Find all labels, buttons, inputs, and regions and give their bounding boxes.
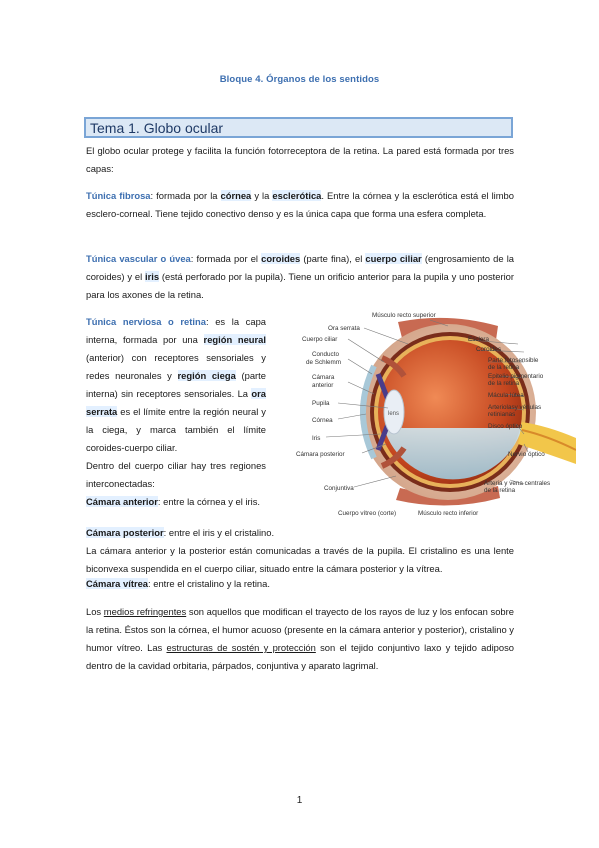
label-pupila: Pupila xyxy=(312,400,330,407)
camara-anterior-line xyxy=(86,493,266,511)
label-epitelio-pigmentario: Epitelio pigmentario xyxy=(488,373,544,380)
topic-title-box xyxy=(84,117,513,138)
label-arteriolas: Arteriolasy vénulas xyxy=(488,404,542,411)
text: : formada por el xyxy=(190,253,262,264)
label-de-la-retina: de la retina xyxy=(488,364,520,371)
label-retinianas: retinianas xyxy=(488,411,516,418)
page-number: 1 xyxy=(296,795,303,806)
label-ora-serrata: Ora serrata xyxy=(328,325,360,332)
label-de-la-retina-2: de la retina xyxy=(488,380,520,387)
label-esclera: Esclera xyxy=(468,336,489,343)
intro-paragraph: El globo ocular protege y facilita la función fotorreceptora de la retina. La pared está formada por tres capas: xyxy=(86,145,514,174)
hl-ora-serrata: ora serrata xyxy=(86,388,266,417)
text: (engrosamiento de la coroides) y el xyxy=(86,253,514,282)
hl-cuerpo-ciliar: cuerpo ciliar xyxy=(365,253,422,264)
label-anterior: anterior xyxy=(312,382,334,389)
term-fibrosa: Túnica fibrosa xyxy=(86,190,151,201)
text: (está perforado por la pupila). Tiene un orificio anterior para la pupila y uno posterior para los axones de la retina. xyxy=(86,271,515,300)
text: es el límite entre la región neural y la ciega, y marca también el límite coroides-cuerpo ciliar. xyxy=(86,406,266,453)
text: : entre el iris y el cristalino. xyxy=(163,527,275,538)
hl-esclerotica: esclerótica xyxy=(272,190,322,201)
text: : formada por la xyxy=(150,190,221,201)
label-macula-lutea: Mácula lútea xyxy=(488,392,524,399)
hl-cornea: córnea xyxy=(220,190,252,201)
topic-title: Tema 1. Globo ocular xyxy=(90,120,224,136)
estructuras-sosten: estructuras de sostén y protección xyxy=(166,642,316,653)
text: (parte fina), el xyxy=(300,253,366,264)
text: son aquellos que modifican el trayecto de los rayos de luz y los enfocan sobre la retina. Éstos son la córnea, el humor acuoso (presente en la cámara anterior y posterior), cristalino y humor vítreo. Las xyxy=(86,606,514,653)
label-parte-fotosensible: Parte fotosensible xyxy=(488,357,539,364)
eye-diagram xyxy=(278,304,576,522)
term-vascular: Túnica vascular o úvea xyxy=(86,253,191,264)
label-conducto: Conducto xyxy=(312,351,339,358)
hl-region-ciega: región ciega xyxy=(177,370,236,381)
label-cuerpo-vitreo: Cuerpo vítreo (corte) xyxy=(338,510,397,517)
hl-coroides: coroides xyxy=(261,253,301,264)
nerviosa-paragraph xyxy=(86,313,266,457)
media-paragraph xyxy=(86,603,514,675)
vascular-paragraph xyxy=(86,250,514,304)
label-musculo-recto-inferior: Músculo recto inferior xyxy=(418,510,479,517)
label-de-la-retina-3: de la retina xyxy=(484,487,516,494)
label-iris: Iris xyxy=(312,435,321,442)
label-disco-optico: Disco óptico xyxy=(488,423,523,430)
text: Los xyxy=(86,606,104,617)
text: : entre la córnea y el iris. xyxy=(157,496,261,507)
text: son el tejido conjuntivo laxo y tejido adiposo dentro de la cavidad orbitaria, párpados, conjuntiva y aparato lagrimal. xyxy=(86,642,514,671)
label-nervio-optico: Nervio óptico xyxy=(508,451,545,458)
lens-label: lens xyxy=(388,411,400,417)
regions-intro: Dentro del cuerpo ciliar hay tres regiones interconectadas: xyxy=(86,460,266,489)
connection-paragraph: La cámara anterior y la posterior están comunicadas a través de la pupila. El cristalino es una lente biconvexa suspendida en el cuerpo ciliar, situado entre la cámara posterior y la vítrea. xyxy=(86,545,514,574)
hl-camara-posterior: Cámara posterior xyxy=(86,527,164,538)
camara-posterior-line xyxy=(86,524,514,542)
text: y la xyxy=(251,190,273,201)
label-camara: Cámara xyxy=(312,374,335,381)
hl-camara-vitrea: Cámara vítrea xyxy=(86,578,149,589)
label-musculo-recto-superior: Músculo recto superior xyxy=(372,312,436,319)
label-cornea: Córnea xyxy=(312,417,333,424)
label-cuerpo-ciliar: Cuerpo ciliar xyxy=(302,336,338,343)
text: : es la capa interna, formada por una xyxy=(86,316,266,345)
left-labels xyxy=(296,325,360,492)
fibrosa-paragraph xyxy=(86,187,514,223)
hl-iris: iris xyxy=(145,271,160,282)
text: . Entre la córnea y la esclerótica está el limbo esclero-corneal. Tiene tejido conectivo denso y es la única capa que forma una esfera completa. xyxy=(86,190,514,219)
text: : entre el cristalino y la retina. xyxy=(148,578,270,589)
label-de-schlemm: de Schlemm xyxy=(306,359,341,366)
medios-refringentes: medios refringentes xyxy=(103,606,187,617)
label-conjuntiva: Conjuntiva xyxy=(324,485,354,492)
hl-region-neural: región neural xyxy=(203,334,266,345)
hl-camara-anterior: Cámara anterior xyxy=(86,496,158,507)
label-camara-posterior: Cámara posterior xyxy=(296,451,345,458)
camara-vitrea-line xyxy=(86,575,514,593)
text: (parte interna) sin receptores sensoriales. La xyxy=(86,370,266,399)
block-title: Bloque 4. Órganos de los sentidos xyxy=(219,74,380,85)
term-nerviosa: Túnica nerviosa o retina xyxy=(86,316,206,327)
text: (anterior) con receptores sensoriales y redes neuronales y xyxy=(86,352,266,381)
label-coroides: Coroides xyxy=(476,346,502,353)
label-arteria-vena: Arteria y vena centrales xyxy=(484,480,551,487)
